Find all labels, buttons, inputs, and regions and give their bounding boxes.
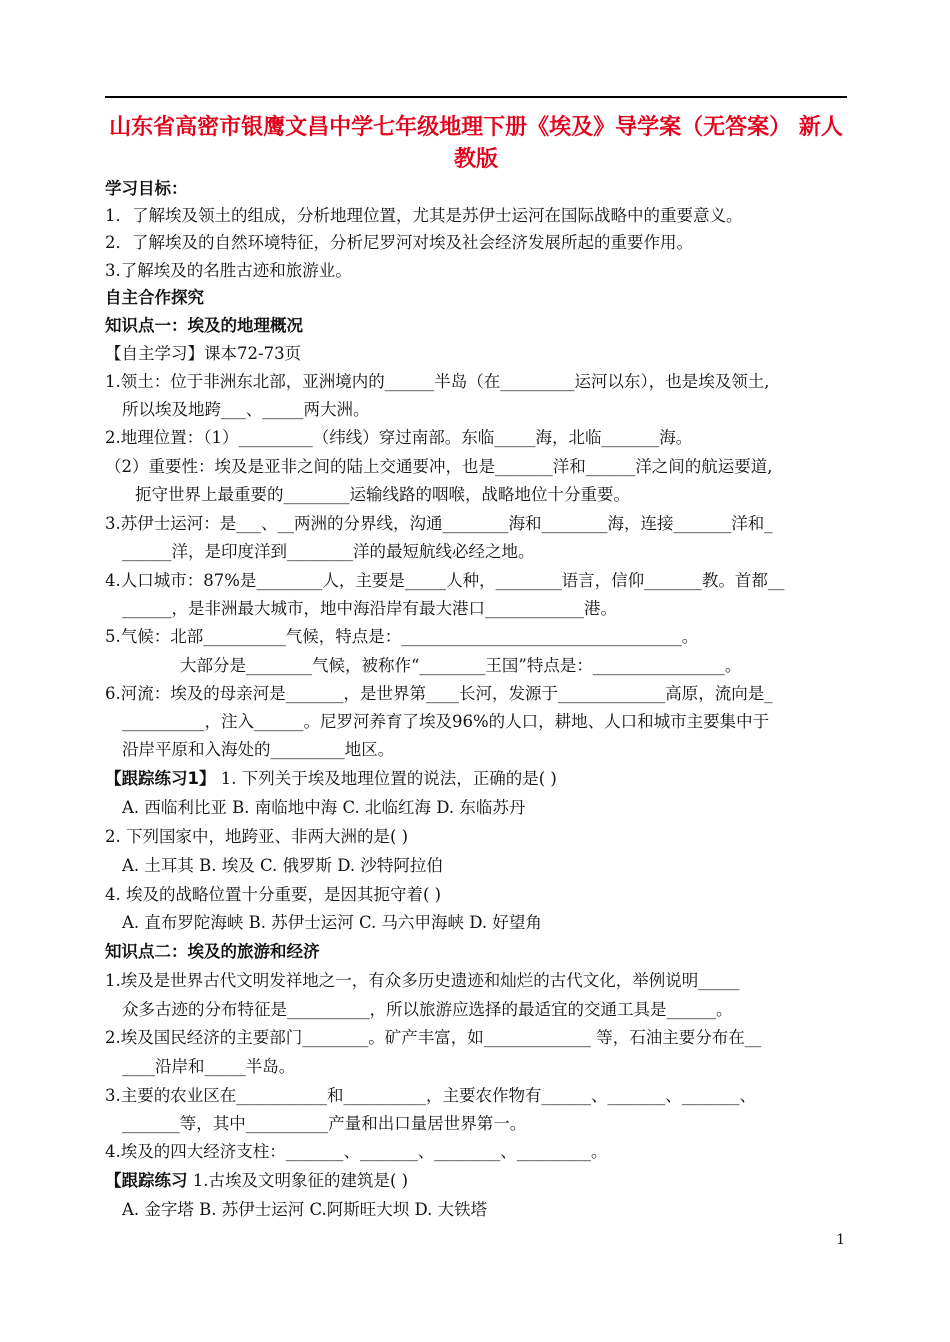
text-line: 6.河流：埃及的母亲河是_______，是世界第____长河，发源于_____________高原，流向是_ bbox=[105, 684, 773, 703]
exercise-label: 【跟踪练习1】 bbox=[105, 769, 216, 788]
text-line: 1.埃及是世界古代文明发祥地之一，有众多历史遗迹和灿烂的古代文化，举例说明_____ bbox=[105, 971, 740, 990]
text-line: 众多古迹的分布特征是__________，所以旅游应选择的最适宜的交通工具是______。 bbox=[122, 1000, 733, 1019]
text-line: __________，注入______。尼罗河养育了埃及96%的人口，耕地、人口和城市主要集中于 bbox=[122, 712, 770, 731]
text-line: A. 金字塔 B. 苏伊士运河 C.阿斯旺大坝 D. 大铁塔 bbox=[122, 1200, 488, 1219]
text-line: ______洋，是印度洋到________洋的最短航线必经之地。 bbox=[122, 542, 535, 561]
text-line: 所以埃及地跨___、_____两大洲。 bbox=[122, 400, 370, 419]
section-heading: 知识点一：埃及的地理概况 bbox=[105, 316, 303, 335]
section-heading: 知识点二：埃及的旅游和经济 bbox=[105, 942, 320, 961]
section-heading: 自主合作探究 bbox=[105, 288, 204, 307]
text-line: ______，是非洲最大城市，地中海沿岸有最大港口____________港。 bbox=[122, 599, 617, 618]
text-line: 5.气候：北部__________气候，特点是：__________________________________。 bbox=[105, 627, 699, 646]
text-line: 3.苏伊士运河：是___、__两洲的分界线，沟通________海和________海，连接_______洋和_ bbox=[105, 514, 773, 533]
text-line: _______等，其中__________产量和出口量居世界第一。 bbox=[122, 1114, 527, 1133]
page-number: 1 bbox=[836, 1232, 845, 1248]
text-line: A. 西临利比亚 B. 南临地中海 C. 北临红海 D. 东临苏丹 bbox=[122, 798, 526, 817]
text-line: 大部分是________气候，被称作“________王国”特点是：________________。 bbox=[180, 656, 742, 675]
text-line: 4.人口城市：87%是________人，主要是_____人种，________语言，信仰_______教。首都__ bbox=[105, 571, 785, 590]
text-line: 3.了解埃及的名胜古迹和旅游业。 bbox=[105, 261, 352, 280]
text-line: 沿岸平原和入海处的_________地区。 bbox=[122, 740, 395, 759]
text-line: 3.主要的农业区在___________和__________，主要农作物有______、_______、_______、 bbox=[105, 1086, 756, 1105]
text-line: （2）重要性：埃及是亚非之间的陆上交通要冲，也是_______洋和______洋之间的航运要道, bbox=[105, 457, 773, 476]
text-line: A. 直布罗陀海峡 B. 苏伊士运河 C. 马六甲海峡 D. 好望角 bbox=[122, 913, 542, 932]
text-line: 4. 埃及的战略位置十分重要，是因其扼守着( ) bbox=[105, 885, 442, 904]
text-line: 【跟踪练习 1.古埃及文明象征的建筑是( ) bbox=[105, 1171, 409, 1190]
text-line: 1.领土：位于非洲东北部，亚洲境内的______半岛（在_________运河以东），也是埃及领土, bbox=[105, 372, 770, 391]
text-line: A. 土耳其 B. 埃及 C. 俄罗斯 D. 沙特阿拉伯 bbox=[122, 856, 443, 875]
text-line: 2．了解埃及的自然环境特征，分析尼罗河对埃及社会经济发展所起的重要作用。 bbox=[105, 233, 693, 252]
section-heading: 学习目标： bbox=[105, 179, 188, 198]
text-line: 4.埃及的四大经济支柱：_______、_______、________、_________。 bbox=[105, 1142, 608, 1161]
text-line: 2.埃及国民经济的主要部门________。矿产丰富，如_____________ 等，石油主要分布在__ bbox=[105, 1028, 762, 1047]
text-line: 1．了解埃及领土的组成，分析地理位置，尤其是苏伊士运河在国际战略中的重要意义。 bbox=[105, 206, 743, 225]
text-line: 【跟踪练习1】 1. 下列关于埃及地理位置的说法，正确的是( ) bbox=[105, 769, 557, 788]
text-line: ____沿岸和_____半岛。 bbox=[122, 1057, 296, 1076]
text-line: 2.地理位置：（1）_________（纬线）穿过南部。东临_____海，北临_______海。 bbox=[105, 428, 693, 447]
text-line: 扼守世界上最重要的________运输线路的咽喉，战略地位十分重要。 bbox=[135, 485, 630, 504]
text-line: 【自主学习】课本72-73页 bbox=[105, 344, 302, 363]
document-title: 山东省高密市银鹰文昌中学七年级地理下册《埃及》导学案（无答案） 新人教版 bbox=[109, 115, 843, 172]
exercise-label: 【跟踪练习 bbox=[105, 1171, 188, 1190]
text-line: 2. 下列国家中，地跨亚、非两大洲的是( ) bbox=[105, 827, 409, 846]
header-rule bbox=[105, 96, 847, 98]
